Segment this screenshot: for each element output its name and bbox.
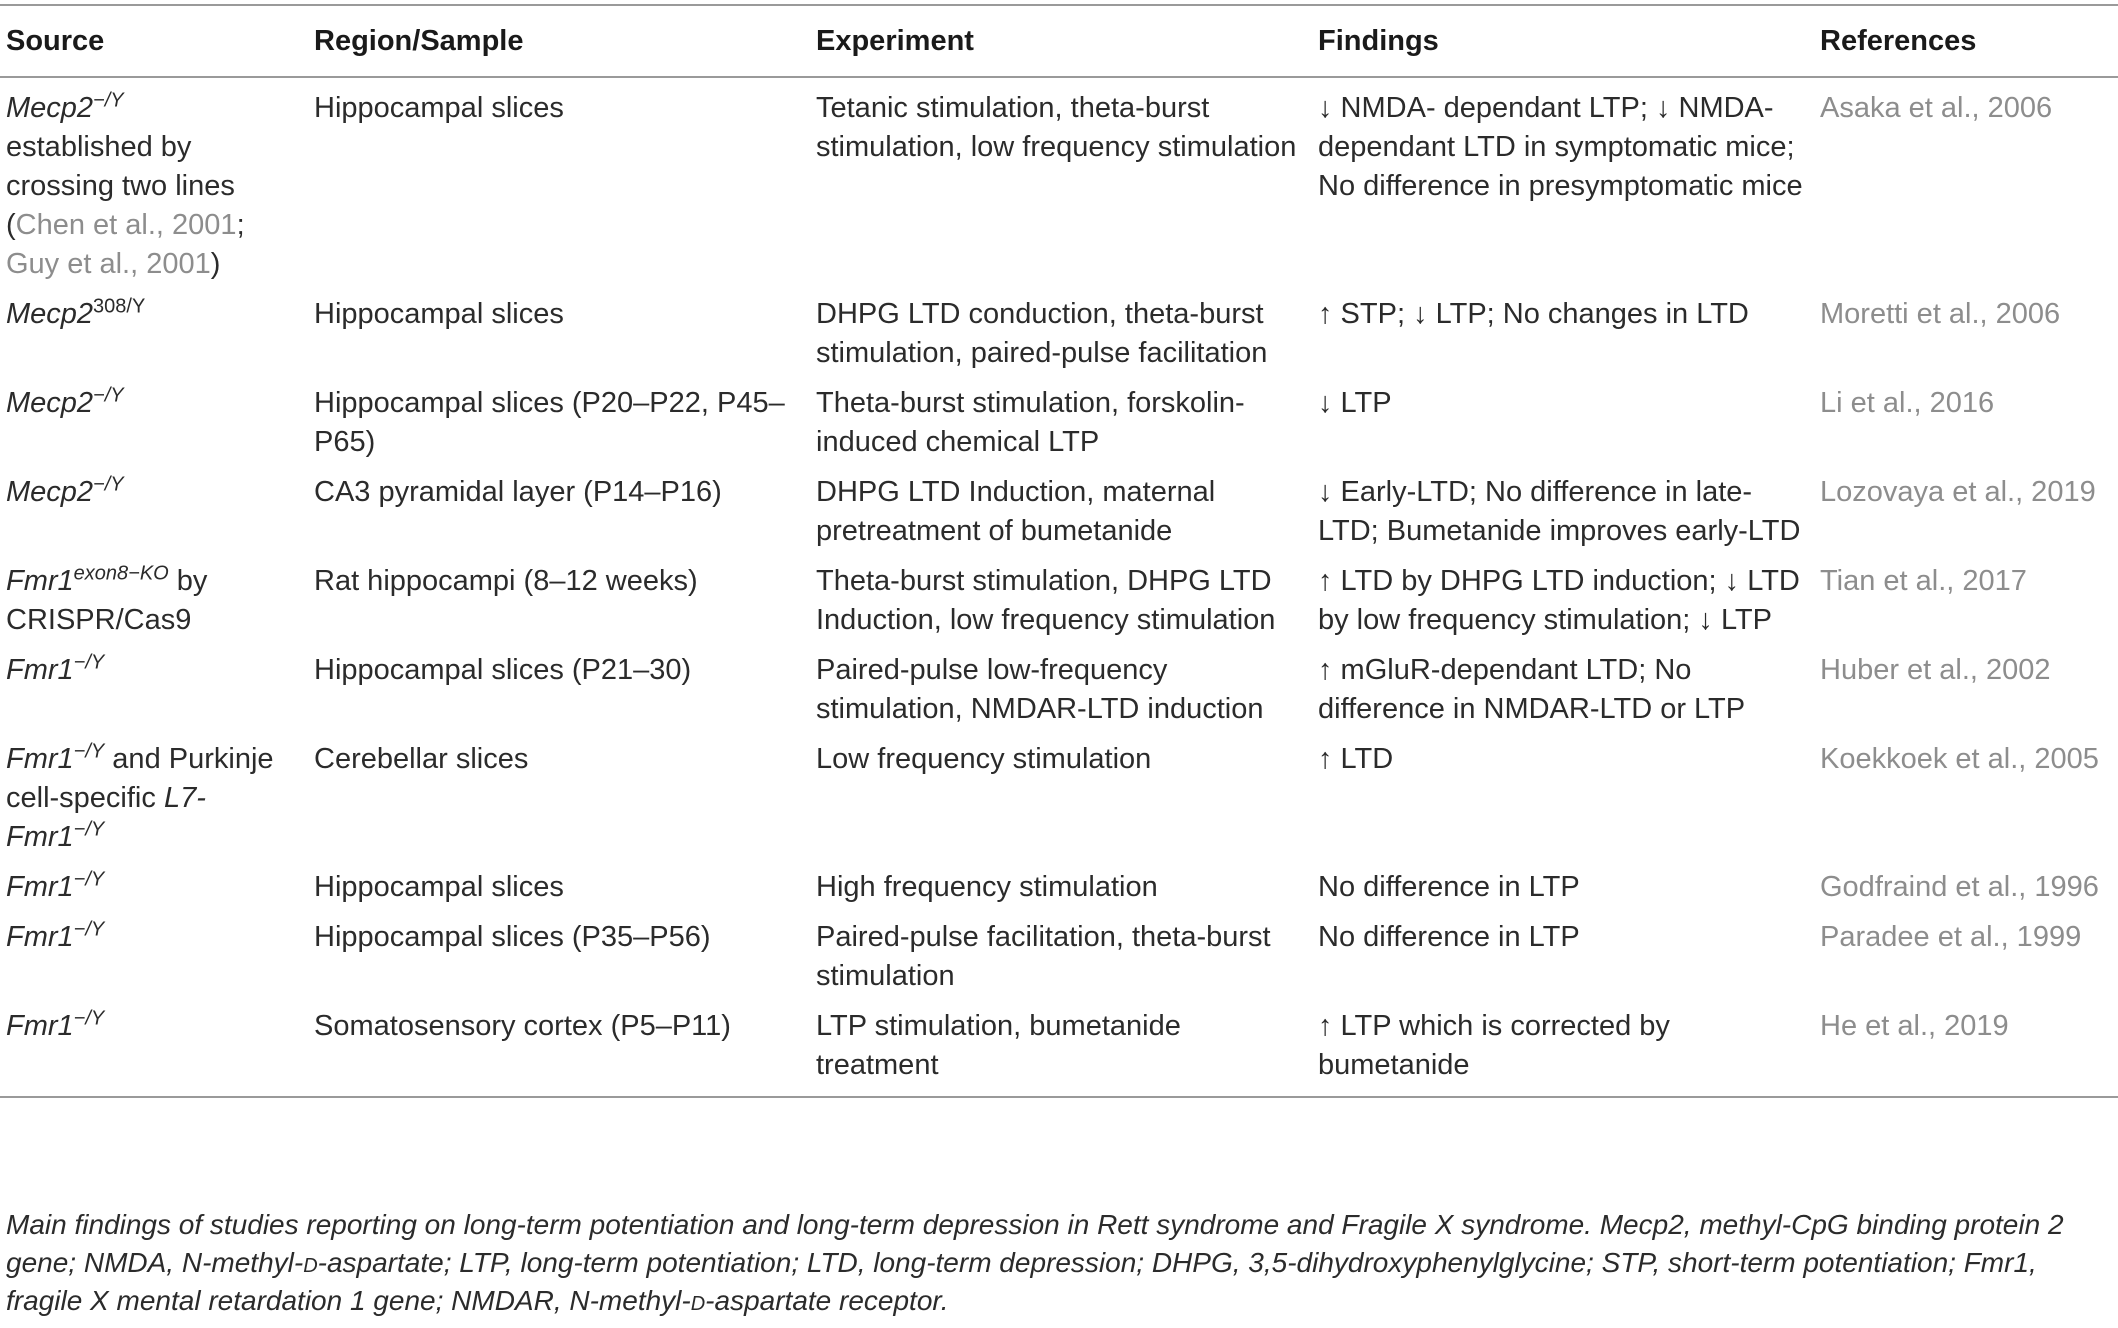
cell-region: Cerebellar slices [314,743,529,775]
findings-table [0,4,2118,1098]
cell-findings: ↓ LTP [1318,387,1392,419]
cell-region: Hippocampal slices [314,298,564,330]
caption-text: -aspartate; LTP, long-term potentiation; LTD, long-term depression; DHPG, 3,5-dihydroxyphenylglycine; STP, short-term potentiation; Fmr1, fragile X mental retardation 1 gene; NMDAR, N-methyl- [6,1247,2037,1316]
source-gene: Mecp2 [6,476,94,508]
header-references: References [1820,25,1977,57]
source-close: ) [210,248,221,280]
header-findings: Findings [1318,25,1439,57]
cell-findings: ↑ LTD by DHPG LTD induction; ↓ LTD by low frequency stimulation; ↓ LTP [1318,565,1800,636]
cell-experiment: Theta-burst stimulation, forskolin-induced chemical LTP [816,387,1245,458]
table-row [0,284,2118,373]
source-gene: Fmr1 [6,565,74,597]
cell-findings: No difference in LTP [1318,871,1580,903]
caption-smallcap: d [303,1247,318,1278]
cell-region: Hippocampal slices (P35–P56) [314,921,711,953]
caption-text: -aspartate receptor. [705,1285,949,1316]
source-separator: ; [236,209,245,241]
cell-region: Somatosensory cortex (P5–P11) [314,1010,731,1042]
cell-region: CA3 pyramidal layer (P14–P16) [314,476,722,508]
source-genotype: −/Y [73,868,105,891]
cell-reference[interactable]: Paradee et al., 1999 [1820,921,2082,953]
cell-region: Rat hippocampi (8–12 weeks) [314,565,698,597]
table-row [0,640,2118,729]
source-gene: Mecp2 [6,387,94,419]
source-genotype: −/Y [73,651,105,674]
cell-reference[interactable]: Moretti et al., 2006 [1820,298,2061,330]
cell-source [0,907,308,996]
cell-experiment: High frequency stimulation [816,871,1158,903]
source-genotype: −/Y [73,1007,105,1030]
cell-findings: ↓ NMDA- dependant LTP; ↓ NMDA- dependant LTD in symptomatic mice; No difference in presymptomatic mice [1318,92,1803,202]
cell-region: Hippocampal slices [314,871,564,903]
cell-experiment: Theta-burst stimulation, DHPG LTD Induction, low frequency stimulation [816,565,1276,636]
cell-source [0,373,308,462]
source-gene: Fmr1 [6,743,74,775]
source-citation[interactable]: Chen et al., 2001 [15,209,237,241]
cell-reference[interactable]: Godfraind et al., 1996 [1820,871,2099,903]
source-genotype-2: −/Y [73,818,105,841]
cell-reference[interactable]: Huber et al., 2002 [1820,654,2051,686]
cell-reference[interactable]: He et al., 2019 [1820,1010,2009,1042]
cell-experiment: DHPG LTD conduction, theta-burst stimulation, paired-pulse facilitation [816,298,1268,369]
table-row [0,551,2118,640]
cell-region: Hippocampal slices (P20–P22, P45–P65) [314,387,785,458]
cell-experiment: Tetanic stimulation, theta-burst stimulation, low frequency stimulation [816,92,1297,163]
cell-findings: ↑ LTD [1318,743,1394,775]
cell-experiment: Paired-pulse low-frequency stimulation, NMDAR-LTD induction [816,654,1264,725]
cell-findings: ↑ STP; ↓ LTP; No changes in LTD [1318,298,1749,330]
source-gene: Fmr1 [6,1010,74,1042]
cell-findings: ↑ mGluR-dependant LTD; No difference in NMDAR-LTD or LTP [1318,654,1746,725]
cell-source [0,462,308,551]
source-genotype: −/Y [93,473,124,496]
source-genotype: −/Y [73,918,105,941]
table-row [0,77,2118,284]
cell-reference[interactable]: Asaka et al., 2006 [1820,92,2053,124]
cell-source [0,77,308,284]
cell-experiment: DHPG LTD Induction, maternal pretreatment of bumetanide [816,476,1216,547]
table-row [0,729,2118,857]
header-source: Source [6,25,105,57]
cell-reference[interactable]: Li et al., 2016 [1820,387,1995,419]
cell-source [0,284,308,373]
source-genotype: exon8−KO [73,562,169,585]
caption-text: Main findings of studies reporting on long-term potentiation and long-term depression in Rett syndrome and Fragile X syndrome. Mecp2, methyl-CpG binding protein 2 gene; NMDA, N-methyl- [6,1209,2064,1278]
source-genotype: −/Y [93,89,124,112]
cell-findings: ↓ Early-LTD; No difference in late-LTD; Bumetanide improves early-LTD [1318,476,1801,547]
source-note: by CRISPR/Cas9 [6,565,208,636]
cell-source [0,640,308,729]
table-caption [6,1206,2110,1320]
source-gene: Fmr1 [6,654,74,686]
source-note: established by crossing two lines ( [6,131,235,241]
table-row [0,373,2118,462]
cell-source [0,729,308,857]
source-genotype: 308/Y [93,295,146,318]
cell-source [0,996,308,1097]
source-note: and Purkinje cell-specific [6,743,274,814]
source-citation[interactable]: Guy et al., 2001 [6,248,211,280]
cell-findings: ↑ LTP which is corrected by bumetanide [1318,1010,1670,1081]
cell-reference[interactable]: Lozovaya et al., 2019 [1820,476,2096,508]
source-gene-2: L7-Fmr1 [6,782,206,853]
cell-findings: No difference in LTP [1318,921,1580,953]
cell-experiment: Low frequency stimulation [816,743,1152,775]
source-genotype: −/Y [73,740,105,763]
cell-reference[interactable]: Tian et al., 2017 [1820,565,2027,597]
header-region: Region/Sample [314,25,524,57]
cell-region: Hippocampal slices [314,92,564,124]
source-gene: Mecp2 [6,298,94,330]
cell-experiment: LTP stimulation, bumetanide treatment [816,1010,1181,1081]
source-gene: Mecp2 [6,92,94,124]
source-genotype: −/Y [93,384,124,407]
cell-source [0,551,308,640]
header-experiment: Experiment [816,25,974,57]
caption-smallcap: d [690,1285,706,1316]
table-row [0,907,2118,996]
table-row [0,857,2118,907]
source-gene: Fmr1 [6,921,74,953]
cell-reference[interactable]: Koekkoek et al., 2005 [1820,743,2099,775]
cell-source [0,857,308,907]
header-row [0,5,2118,77]
table-row [0,996,2118,1097]
source-gene: Fmr1 [6,871,74,903]
cell-region: Hippocampal slices (P21–30) [314,654,692,686]
cell-experiment: Paired-pulse facilitation, theta-burst stimulation [816,921,1271,992]
table-row [0,462,2118,551]
